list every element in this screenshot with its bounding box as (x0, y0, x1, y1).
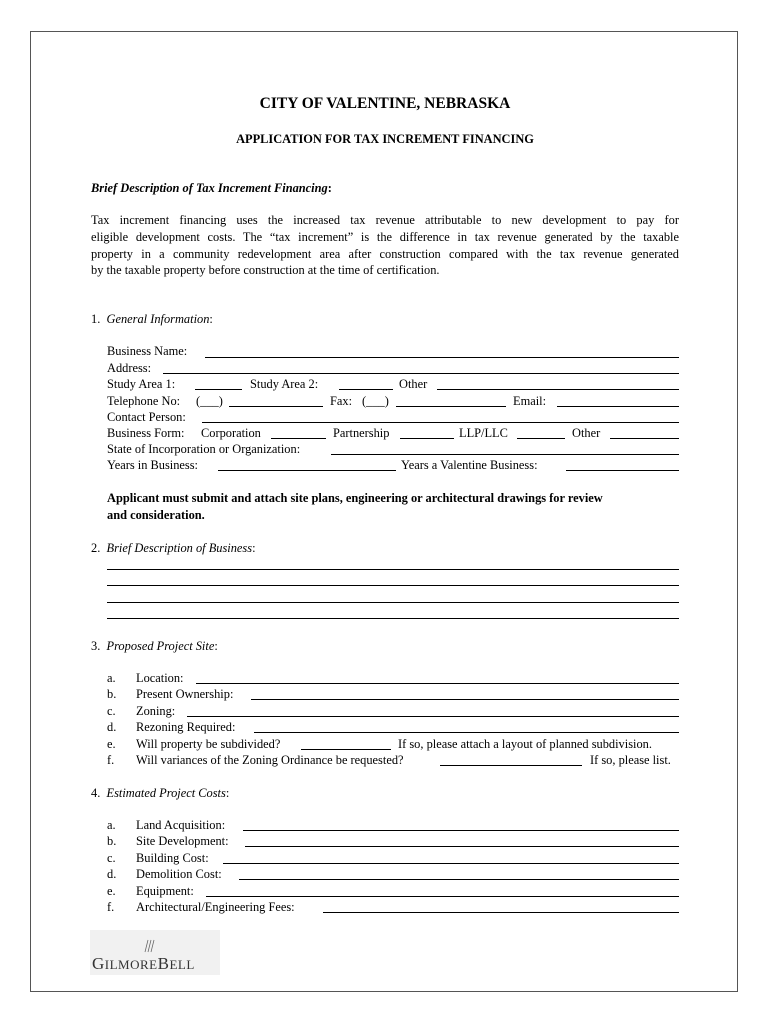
zoning-label: Zoning: (136, 704, 176, 718)
llp-llc-field[interactable] (517, 438, 565, 439)
demolition-cost-field[interactable] (239, 879, 679, 880)
applicant-notice-line-1: Applicant must submit and attach site plans, engineering or architectural drawings for review (107, 491, 603, 505)
site-development-label: Site Development: (136, 834, 229, 848)
fax-field[interactable] (396, 406, 506, 407)
years-in-business-label: Years in Business: (107, 458, 198, 472)
business-description-line-3[interactable] (107, 602, 679, 603)
state-incorporation-label: State of Incorporation or Organization: (107, 442, 301, 456)
land-acquisition-label: Land Acquisition: (136, 818, 226, 832)
business-name-label: Business Name: (107, 344, 188, 358)
business-name-field[interactable] (205, 357, 679, 358)
variances-field[interactable] (440, 765, 582, 766)
site-development-field[interactable] (245, 846, 679, 847)
years-in-business-field[interactable] (218, 470, 396, 471)
cost-item-letter: d. (107, 867, 117, 881)
years-valentine-field[interactable] (566, 470, 679, 471)
location-label: Location: (136, 671, 184, 685)
telephone-field[interactable] (229, 406, 323, 407)
intro-heading: Brief Description of Tax Increment Financing: (91, 181, 332, 195)
address-label: Address: (107, 361, 152, 375)
study-area-other-field[interactable] (437, 389, 679, 390)
intro-line-2: eligible development costs. The “tax increment” is the difference in tax revenue generated by the taxable (91, 230, 679, 244)
llp-llc-label: LLP/LLC (459, 426, 508, 440)
present-ownership-label: Present Ownership: (136, 687, 234, 701)
subdivided-note: If so, please attach a layout of planned subdivision. (398, 737, 652, 751)
intro-line-4: by the taxable property before construction at the time of certification. (91, 263, 440, 277)
equipment-field[interactable] (206, 896, 679, 897)
contact-person-label: Contact Person: (107, 410, 186, 424)
site-item-letter: f. (107, 753, 115, 767)
gilmore-bell-logo (90, 930, 220, 975)
applicant-notice-line-2: and consideration. (107, 508, 205, 522)
business-description-line-4[interactable] (107, 618, 679, 619)
variances-question: Will variances of the Zoning Ordinance be requested? (136, 753, 404, 767)
business-form-label: Business Form: (107, 426, 185, 440)
svg-text:GILMOREBELL: GILMOREBELL (92, 954, 195, 973)
architectural-fees-label: Architectural/Engineering Fees: (136, 900, 295, 914)
building-cost-field[interactable] (223, 863, 679, 864)
land-acquisition-field[interactable] (243, 830, 679, 831)
equipment-label: Equipment: (136, 884, 194, 898)
fax-area-code: (___) (362, 394, 389, 408)
section-2-heading: 2. Brief Description of Business: (91, 541, 256, 555)
intro-line-1: Tax increment financing uses the increased tax revenue attributable to new development to pay for (91, 213, 679, 227)
subdivided-field[interactable] (301, 749, 391, 750)
present-ownership-field[interactable] (251, 699, 679, 700)
cost-item-letter: e. (107, 884, 116, 898)
corporation-label: Corporation (201, 426, 261, 440)
partnership-field[interactable] (400, 438, 454, 439)
study-area-2-label: Study Area 2: (250, 377, 319, 391)
section-1-heading: 1. General Information: (91, 312, 213, 326)
demolition-cost-label: Demolition Cost: (136, 867, 222, 881)
business-description-line-1[interactable] (107, 569, 679, 570)
partnership-label: Partnership (333, 426, 390, 440)
page-subtitle: APPLICATION FOR TAX INCREMENT FINANCING (236, 132, 534, 146)
zoning-field[interactable] (187, 716, 679, 717)
site-item-letter: c. (107, 704, 116, 718)
rezoning-required-field[interactable] (254, 732, 679, 733)
email-field[interactable] (557, 406, 679, 407)
cost-item-letter: a. (107, 818, 116, 832)
cost-item-letter: f. (107, 900, 115, 914)
section-3-heading: 3. Proposed Project Site: (91, 639, 218, 653)
study-area-2-field[interactable] (339, 389, 393, 390)
cost-item-letter: b. (107, 834, 117, 848)
variances-note: If so, please list. (590, 753, 671, 767)
page-title: CITY OF VALENTINE, NEBRASKA (259, 95, 511, 112)
email-label: Email: (513, 394, 547, 408)
site-item-letter: b. (107, 687, 117, 701)
site-item-letter: e. (107, 737, 116, 751)
years-valentine-label: Years a Valentine Business: (401, 458, 538, 472)
study-area-1-field[interactable] (195, 389, 242, 390)
address-field[interactable] (163, 373, 679, 374)
subdivided-question: Will property be subdivided? (136, 737, 281, 751)
intro-line-3: property in a community redevelopment area after construction compared with the tax revenue generated (91, 247, 679, 261)
rezoning-required-label: Rezoning Required: (136, 720, 236, 734)
state-incorporation-field[interactable] (331, 454, 679, 455)
section-4-heading: 4. Estimated Project Costs: (91, 786, 230, 800)
site-item-letter: a. (107, 671, 116, 685)
telephone-area-code: (___) (196, 394, 223, 408)
site-item-letter: d. (107, 720, 117, 734)
contact-person-field[interactable] (202, 422, 679, 423)
corporation-field[interactable] (271, 438, 326, 439)
gilmore-bell-logo-icon (90, 930, 220, 975)
form-other-label: Other (572, 426, 601, 440)
building-cost-label: Building Cost: (136, 851, 209, 865)
location-field[interactable] (196, 683, 679, 684)
study-area-1-label: Study Area 1: (107, 377, 176, 391)
telephone-label: Telephone No: (107, 394, 181, 408)
fax-label: Fax: (330, 394, 353, 408)
business-description-line-2[interactable] (107, 585, 679, 586)
architectural-fees-field[interactable] (323, 912, 679, 913)
cost-item-letter: c. (107, 851, 116, 865)
study-area-other-label: Other (399, 377, 428, 391)
form-other-field[interactable] (610, 438, 679, 439)
